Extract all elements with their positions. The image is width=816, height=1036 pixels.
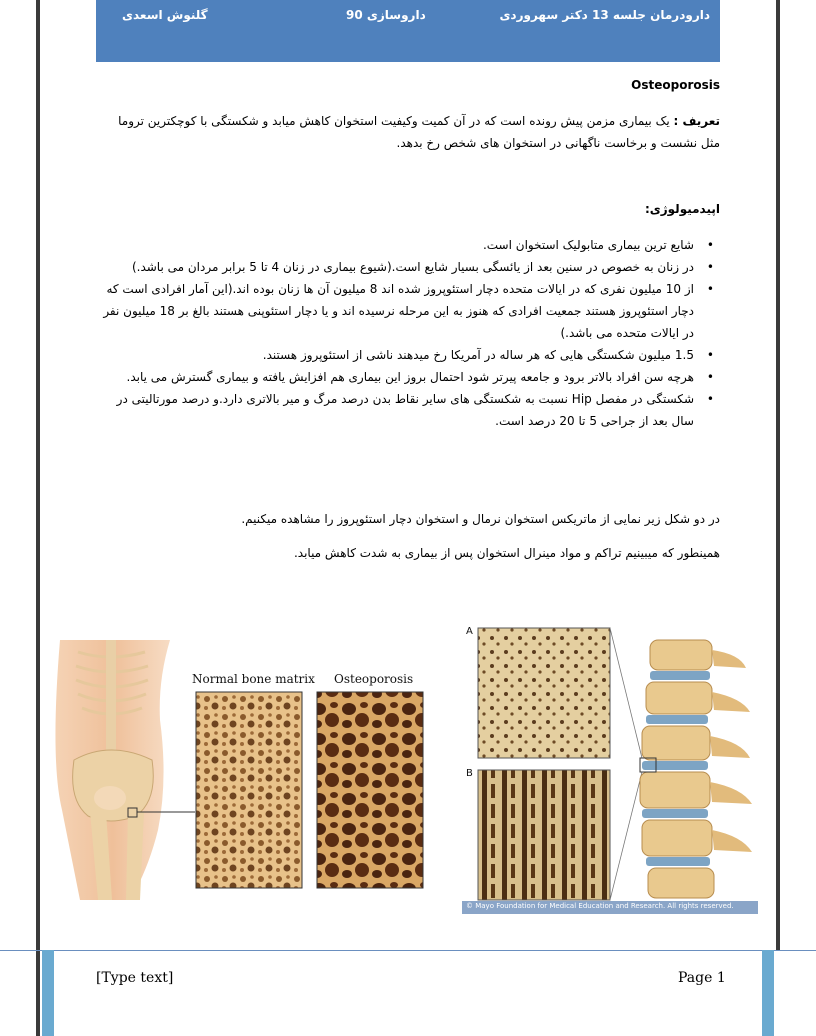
epidemiology-heading: اپیدمیولوژی: (644, 202, 720, 216)
list-item: • شایع ترین بیماری متابولیک استخوان است. (96, 234, 720, 256)
page-number: Page 1 (678, 970, 726, 986)
normal-bone-label: Normal bone matrix (192, 672, 315, 686)
definition-label: تعریف : (673, 114, 720, 128)
list-item: • در زنان به خصوص در سنین بعد از یائسگی بسیار شایع است.(شیوع بیماری در زنان 4 تا 5 برابر مردان می باشد.) (96, 256, 720, 278)
page-title: Osteoporosis (631, 78, 720, 92)
header-band (96, 0, 720, 62)
spine-figure (460, 620, 760, 915)
definition-paragraph (96, 110, 720, 154)
header-subject: داروسازی 90 (346, 8, 426, 22)
page-frame-right (776, 0, 780, 950)
list-item: • 1.5 میلیون شکستگی هایی که هر ساله در آمریکا رخ میدهند ناشی از استئوپروز هستند. (96, 344, 720, 366)
footer-accent-right (762, 950, 774, 1036)
osteoporosis-label: Osteoporosis (334, 672, 414, 686)
bone-matrix-figure (40, 640, 440, 900)
footer-area (54, 951, 762, 1036)
list-item: • از 10 میلیون نفری که در ایالات متحده دچار استئوپروز شده اند 8 میلیون آن ها زنان بوده اند.(این آمار افرادی است که دچار استئوپروز هستند جمعیت افرادی که هنوز به این مرحله نرسیده اند و یا دچار استئوپنی هستند بالغ بر 18 میلیون نفر در ایالات متحده می باشد.) (96, 278, 720, 344)
list-item: • شکستگی در مفصل Hip نسبت به شکستگی های سایر نقاط بدن درصد مرگ و میر بالاتری دارد.و درصد مورتالیتی در سال بعد از جراحی 5 تا 20 درصد است. (96, 388, 720, 432)
image-credit: © Mayo Foundation for Medical Education and Research. All rights reserved. (466, 902, 734, 910)
spine-illustration (460, 620, 760, 915)
sample-a-label: A (466, 626, 473, 637)
figure-intro: در دو شکل زیر نمایی از ماتریکس استخوان نرمال و استخوان دچار استئوپروز را مشاهده میکنیم. (241, 512, 720, 526)
definition-text: یک بیماری مزمن پیش رونده است که در آن کمیت وکیفیت استخوان کاهش میابد و شکستگی با کوچکترین تروما مثل نشست و برخاست ناگهانی در استخوان های شخص رخ بدهد. (118, 114, 720, 150)
epidemiology-list (96, 234, 720, 432)
figure-note: همینطور که میبینیم تراکم و مواد مینرال استخوان پس از بیماری به شدت کاهش میابد. (293, 546, 720, 560)
list-item: • هرچه سن افراد بالاتر برود و جامعه پیرتر شود احتمال بروز این بیماری هم افزایش یافته و بیماری گسترش می یابد. (96, 366, 720, 388)
header-session: دارودرمان جلسه 13 دکتر سهروردی (499, 8, 710, 22)
normal-bone-panel (196, 692, 302, 888)
sample-b-label: B (466, 768, 473, 779)
footer-accent-left (42, 950, 54, 1036)
osteoporosis-bone-panel (317, 692, 423, 888)
footer-placeholder-text[interactable]: [Type text] (96, 970, 174, 986)
header-author: گلنوش اسعدی (122, 8, 208, 22)
